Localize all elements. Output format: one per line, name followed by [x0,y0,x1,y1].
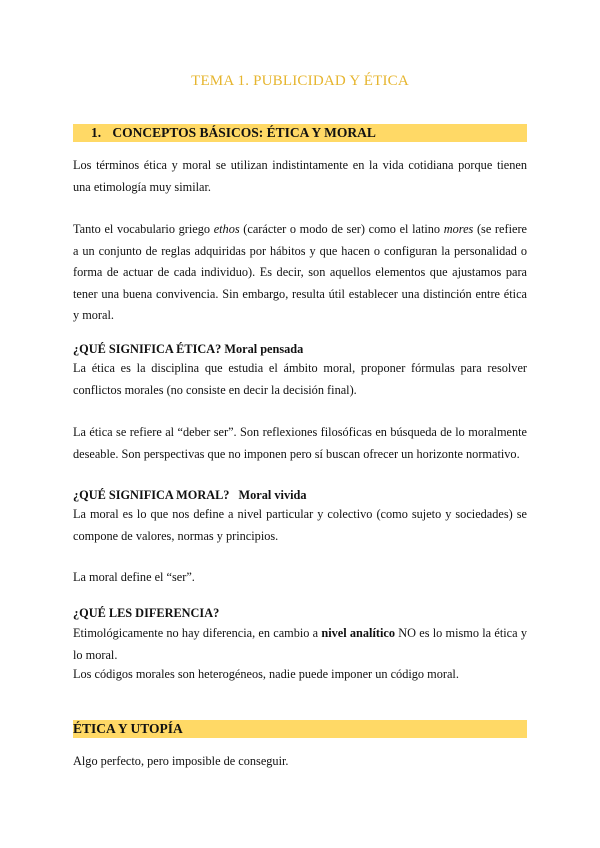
nivel-analitico-term: nivel analítico [321,626,395,640]
section-label: CONCEPTOS BÁSICOS: ÉTICA Y MORAL [112,125,376,140]
moral-subheading: Moral vivida [238,488,307,502]
heading-moral [73,486,527,504]
utopia-paragraph: Algo perfecto, pero imposible de conseguir. [73,754,289,768]
diferencia-text-a: Etimológicamente no hay diferencia, en cambio a [73,626,322,640]
intro-paragraph-1: Los términos ética y moral se utilizan indistintamente en la vida cotidiana porque tienen una etimología muy similar. [73,158,527,194]
intro-paragraph-2 [73,219,531,327]
diferencia-text-b: NO es lo mismo la ética y lo moral. [73,626,531,662]
etica-paragraph-1: La ética es la disciplina que estudia el ámbito moral, proponer fórmulas para resolver conflictos morales (no consiste en decir la decisión final). [73,361,527,397]
heading-etica [73,340,527,358]
intro2-text-a: Tanto el vocabulario griego [73,222,214,236]
moral-heading-text: ¿QUÉ SIGNIFICA MORAL? [73,488,230,502]
section-heading-conceptos [73,124,527,142]
mores-term: mores [443,222,474,236]
heading-diferencia: ¿QUÉ LES DIFERENCIA? [73,606,220,620]
document-title: TEMA 1. PUBLICIDAD Y ÉTICA [191,73,409,89]
section-number: 1. [91,125,102,140]
diferencia-paragraph-2: Los códigos morales son heterogéneos, nadie puede imponer un código moral. [73,667,459,681]
section-heading-utopia: ÉTICA Y UTOPÍA [73,720,527,738]
moral-paragraph-1: La moral es lo que nos define a nivel particular y colectivo (como sujeto y sociedades) se compone de valores, normas y principios. [73,507,527,543]
etica-paragraph-2: La ética se refiere al “deber ser”. Son reflexiones filosóficas en búsqueda de lo moralmente deseable. Son perspectivas que no imponen pero sí buscan ofrecer un horizonte normativo. [73,425,527,461]
intro2-text-c: (se refiere a un conjunto de reglas adquiridas por hábitos y que hacen o configuran la personalidad o forma de actuar de cada individuo). Es decir, son aquellos elementos que ajustamos para tener una buena convivencia. Sin embargo, resulta útil establecer una distinción entre ética y moral. [73,222,531,322]
etica-heading-text: ¿QUÉ SIGNIFICA ÉTICA? [73,342,222,356]
etica-subheading: Moral pensada [224,342,304,356]
moral-paragraph-2: La moral define el “ser”. [73,570,195,584]
diferencia-paragraph-1 [73,623,531,666]
ethos-term: ethos [213,222,240,236]
intro2-text-b: (carácter o modo de ser) como el latino [239,222,444,236]
